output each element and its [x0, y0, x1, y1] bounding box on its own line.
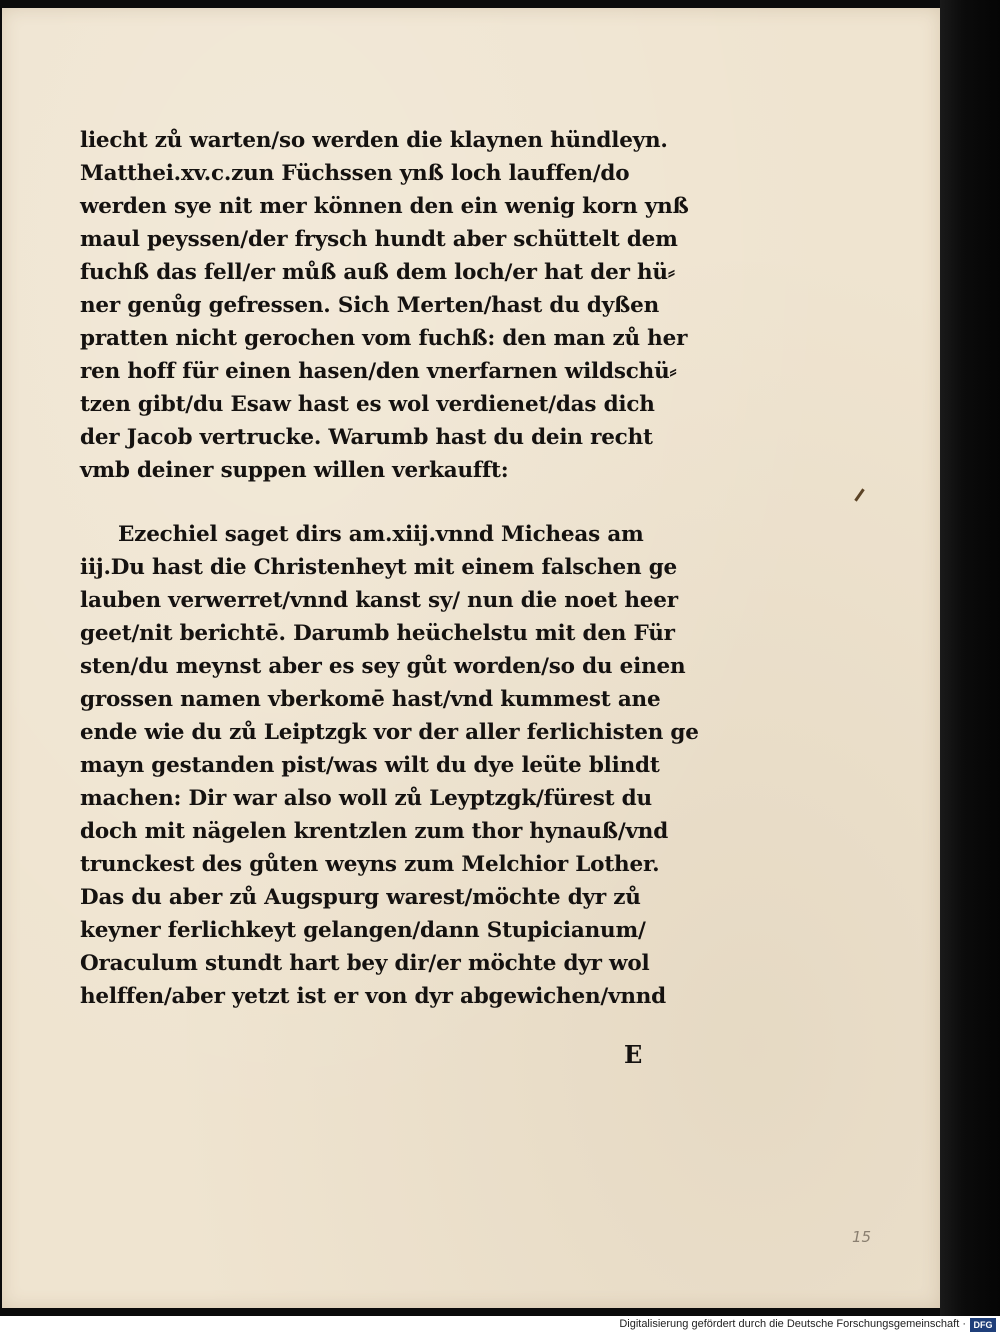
text-line: ren hoff für einen hasen/den vnerfarnen wildschü⸗ — [80, 359, 677, 384]
paragraph-2 — [80, 518, 720, 1013]
paragraph-1 — [80, 124, 720, 487]
text-line: Oraculum stundt hart bey dir/er möchte dyr wol — [80, 951, 650, 976]
text-line: trunckest des gůten weyns zum Melchior Lother. — [80, 852, 660, 877]
text-line: helffen/aber yetzt ist er von dyr abgewichen/vnnd — [80, 984, 667, 1009]
text-line: der Jacob vertrucke. Warumb hast du dein recht — [80, 425, 653, 450]
text-line: geet/nit berichtē. Darumb heüchelstu mit den Für — [80, 621, 675, 646]
text-line: maul peyssen/der frysch hundt aber schüttelt dem — [80, 227, 678, 252]
page-text — [80, 124, 720, 1013]
text-line: tzen gibt/du Esaw hast es wol verdienet/das dich — [80, 392, 655, 417]
text-line: pratten nicht gerochen vom fuchß: den man zů her — [80, 326, 688, 351]
catchword: E — [624, 1040, 643, 1069]
text-line: fuchß das fell/er můß auß dem loch/er hat der hü⸗ — [80, 260, 675, 285]
text-line: grossen namen vberkomē hast/vnd kummest ane — [80, 687, 661, 712]
text-line: doch mit nägelen krentzlen zum thor hynauß/vnd — [80, 819, 669, 844]
ink-mark — [854, 488, 864, 501]
text-line: Ezechiel saget dirs am.xiij.vnnd Micheas am — [118, 522, 644, 547]
text-line: machen: Dir war also woll zů Leyptzgk/fürest du — [80, 786, 652, 811]
funding-credit: Digitalisierung gefördert durch die Deutsche Forschungsgemeinschaft · — [619, 1318, 966, 1330]
text-line: sten/du meynst aber es sey gůt worden/so du einen — [80, 654, 686, 679]
text-line: ner genůg gefressen. Sich Merten/hast du dyßen — [80, 293, 660, 318]
text-line: iij.Du hast die Christenheyt mit einem falschen ge — [80, 555, 678, 580]
footer — [0, 1316, 1000, 1335]
book-gutter — [940, 0, 1000, 1316]
text-line: mayn gestanden pist/was wilt du dye leüte blindt — [80, 753, 660, 778]
text-line: keyner ferlichkeyt gelangen/dann Stupicianum/ — [80, 918, 646, 943]
text-line: liecht zů warten/so werden die klaynen hündleyn. — [80, 128, 668, 153]
paragraph-gap — [80, 487, 720, 518]
folio-number: 15 — [852, 1228, 872, 1246]
text-line: Das du aber zů Augspurg warest/möchte dyr zů — [80, 885, 641, 910]
dfg-logo: DFG — [970, 1318, 996, 1332]
text-line: lauben verwerret/vnnd kanst sy/ nun die noet heer — [80, 588, 678, 613]
text-line: ende wie du zů Leiptzgk vor der aller ferlichisten ge — [80, 720, 699, 745]
text-line: Matthei.xv.c.zun Füchssen ynß loch lauffen/do — [80, 161, 630, 186]
text-line: werden sye nit mer können den ein wenig korn ynß — [80, 194, 689, 219]
text-line: vmb deiner suppen willen verkaufft: — [80, 458, 509, 483]
